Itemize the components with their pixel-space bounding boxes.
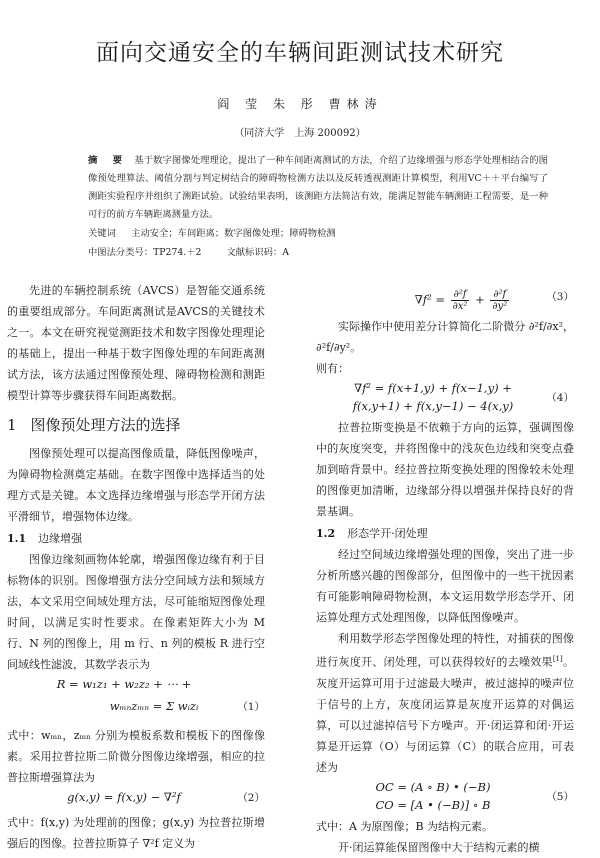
equation-3: ∇f² = $\frac{\text{∂²f}}{\text{∂x²}}$ + $\frac{\text{∂²f}}{\text{∂y²}}$ （3）: [414, 289, 574, 312]
equation-3-number: （3）: [546, 291, 574, 303]
equation-2-note: 式中：f(x,y) 为处理前的图像；g(x,y) 为拉普拉斯增强后的图像。拉普拉斯算子 ∇²f 定义为: [7, 816, 265, 850]
left-column: [7, 280, 265, 854]
fraction-d2f-dx2: $\frac{\text{∂²f}}{\text{∂x²}}$: [452, 289, 468, 312]
equation-1-line1: R = w₁z₁ + w₂z₂ + ⋯ +: [56, 677, 192, 691]
abstract-text: 基于数字图像处理理论，提出了一种车间距离测试的方法，介绍了边缘增强与形态学处理相结合的图像预处理算法、阈值分割与判定树结合的障碍物检测方法以及反转透视测距计算模型，利用VC＋＋平台编写了测距实验程序并组织了测距试验。试验结果表明，该测距方法简洁有效，能满足智能车辆测距工程需要，是一种可行的前方车辆距离测量方法。: [88, 155, 548, 220]
doc-code: 文献标识码：A: [226, 247, 289, 258]
equation-1-line2: wₘₙzₘₙ = Σ wᵢzᵢ （1）: [109, 699, 265, 713]
difference-paragraph: 实际操作中使用差分计算简化二阶微分 ∂²f/∂x²，∂²f/∂y²。: [316, 320, 574, 354]
equation-5: OC = (A ∘ B) • (−B) CO = [A • (−B)] ∘ B （5）: [375, 779, 574, 812]
clc: 中图法分类号：TP274.＋2: [88, 247, 202, 258]
keywords-label: 关键词: [88, 228, 116, 239]
subsection-1-1-text: 图像边缘刻画物体轮廓，增强图像边缘有利于目标物体的识别。图像增强方法分空间域方法和频域方法，本文采用空间域处理方法，尽可能缩短图像处理时间，以满足实时性要求。在像素矩阵大小为 M 行、N 列的图像上，用 m 行、n 列的模板 R 进行空间域线性滤波，其数学表示为: [7, 553, 265, 671]
equation-1-note: 式中：wₘₙ，zₘₙ 分别为模板系数和模板下的图像像素。采用拉普拉斯二阶微分图像边缘增强，相应的拉普拉斯增强算法为: [7, 729, 265, 784]
abstract-label: 摘 要: [88, 155, 126, 166]
morphology-paragraph: 利用数学形态学图像处理的特性，对捕获的图像进行灰度开、闭处理，可以获得较好的去噪效果[1]。灰度开运算可用于过滤最大噪声，被过滤掉的噪声位于信号的上方，灰度闭运算是灰度开运算的对偶运算，可以过滤掉信号下方噪声。开·闭运算和闭·开运算是开运算（O）与闭运算（C）的联合应用，可表述为: [316, 632, 575, 774]
section-1-heading: 1 图像预处理方法的选择: [7, 416, 181, 434]
author-list: 阎 莹 朱 彤 曹林涛: [217, 97, 383, 111]
right-column: [316, 280, 574, 858]
equation-4: ∇f² = f(x+1,y) + f(x−1,y) + f(x,y+1) + f(x,y−1) − 4(x,y) （4）: [352, 381, 574, 413]
affiliation: （同济大学 上海 200092）: [234, 128, 366, 139]
equation-5-number: （5）: [546, 790, 574, 803]
subsection-1-2-heading: 1.2 形态学开·闭处理: [316, 527, 428, 540]
subsection-1-1-heading: 1.1 边缘增强: [7, 532, 83, 545]
tail-text: 开·闭运算能保留图像中大于结构元素的横: [338, 840, 540, 854]
section-1-text: 图像预处理可以提高图像质量，降低图像噪声，为障碍物检测奠定基础。在数字图像中选择适当的处理方式是关键。本文选择边缘增强与形态学开闭方法平滑细节，增强物体边缘。: [7, 447, 265, 523]
intro-paragraph: 先进的车辆控制系统（AVCS）是智能交通系统的重要组成部分。车间距离测试是AVCS的关键技术之一。本文在研究视觉测距技术和数字图像处理理论的基础上，提出一种基于数字图像处理的车间距离测试方法，该方法通过图像预处理、障碍物检测和测距模型计算等步骤获得车间距离数据。: [7, 284, 265, 402]
laplace-paragraph: 拉普拉斯变换是不依赖于方向的运算，强调图像中的灰度突变，并将图像中的浅灰色边线和突变点叠加到暗背景中。经拉普拉斯变换处理的图像较未处理的图像更加清晰，边缘部分得以增强并保持良好的背景基调。: [316, 421, 574, 518]
keywords-text: 主动安全；车间距离；数字图像处理；障碍物检测: [131, 228, 336, 239]
classification: [88, 244, 311, 258]
equation-4-number: （4）: [546, 392, 574, 404]
equation-1-number: （1）: [237, 701, 265, 713]
then-text: 则有：: [316, 362, 349, 375]
subsection-1-2-text: 经过空间域边缘增强处理的图像，突出了进一步分析所感兴趣的图像部分，但图像中的一些干扰因素有可能影响障碍物检测，本文运用数学形态学开、闭运算处理方式处理图像，以降低图像噪声。: [316, 548, 574, 624]
abstract: [88, 152, 548, 224]
equation-5-note: 式中：A 为原图像；B 为结构元素。: [316, 819, 494, 833]
equation-2: g(x,y) = f(x,y) − ∇²f （2）: [67, 790, 265, 804]
fraction-d2f-dy2: $\frac{\text{∂²f}}{\text{∂y²}}$: [492, 289, 508, 312]
citation-ref[interactable]: [1]: [552, 655, 563, 663]
keywords: [88, 225, 336, 239]
equation-2-number: （2）: [237, 792, 265, 804]
paper-title: 面向交通安全的车辆间距测试技术研究: [96, 40, 504, 66]
